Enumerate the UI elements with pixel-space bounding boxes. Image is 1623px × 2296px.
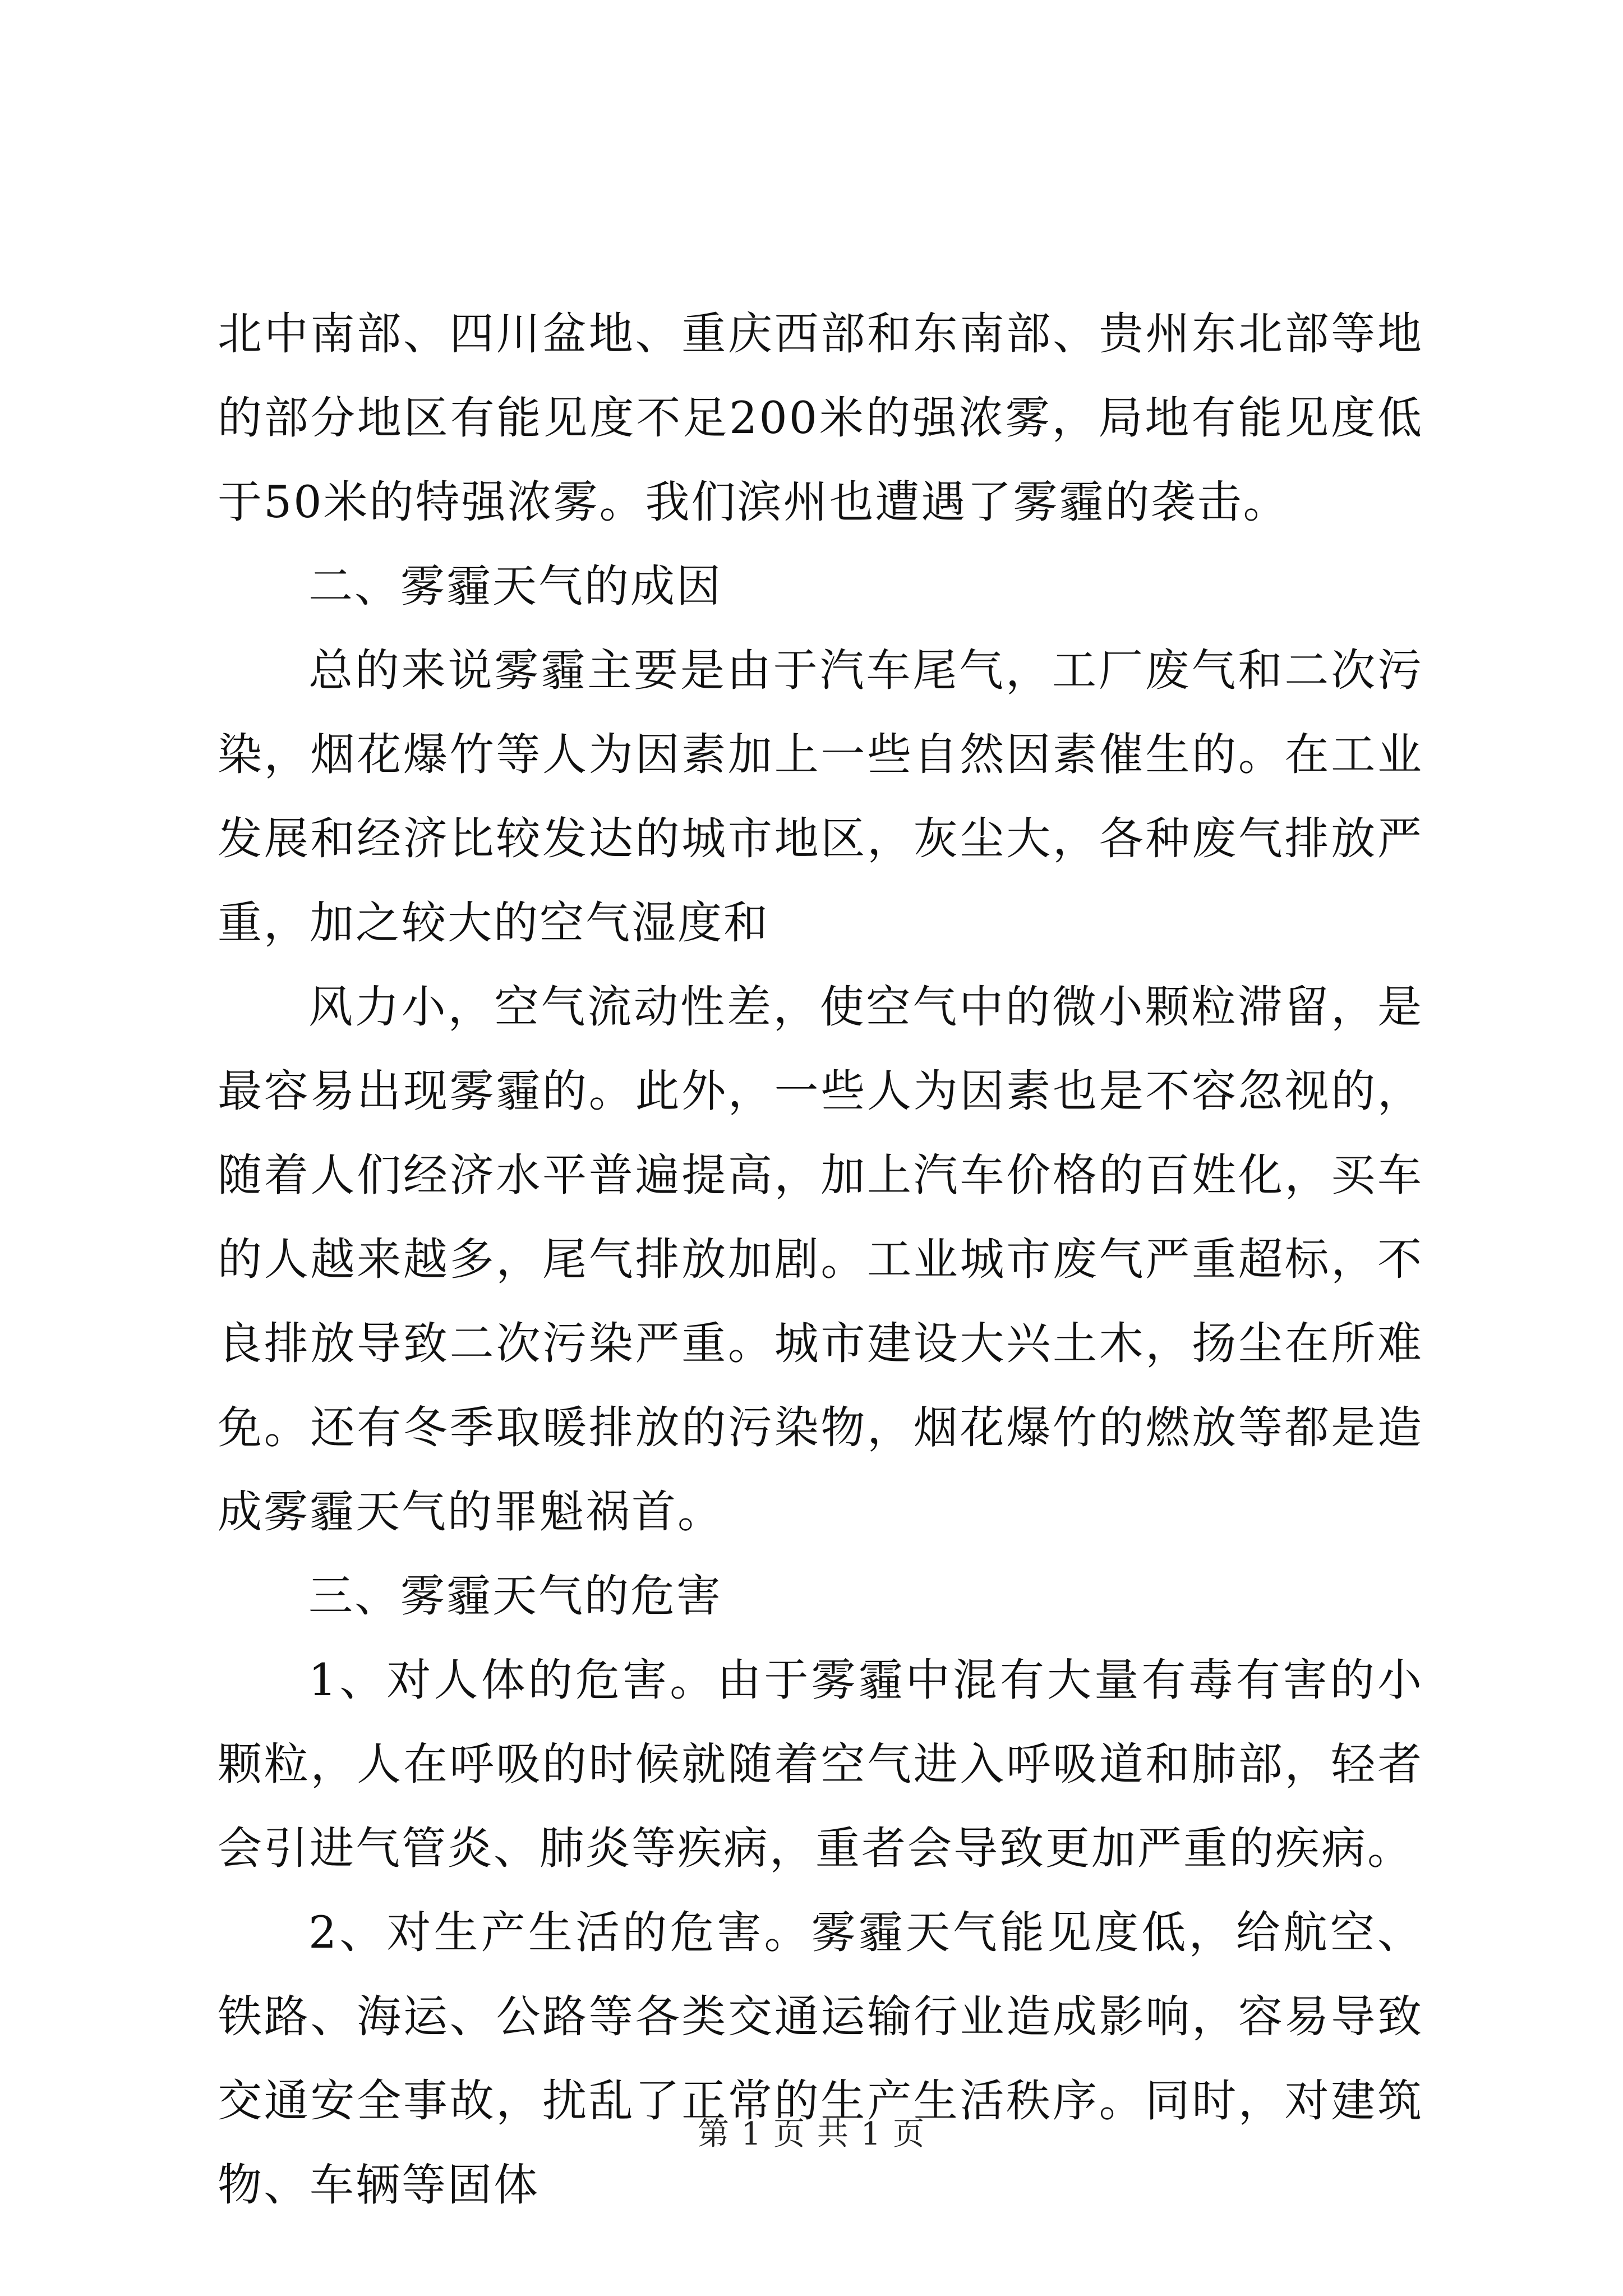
paragraph-continuation: 北中南部、四川盆地、重庆西部和东南部、贵州东北部等地的部分地区有能见度不足200米的强浓雾，局地有能见度低于50米的特强浓雾。我们滨州也遭遇了雾霾的袭击。 [218, 308, 1423, 528]
document-body [218, 292, 1423, 2227]
section-heading-causes: 二、雾霾天气的成因 [308, 560, 722, 612]
paragraph-harm-health: 1、对人体的危害。由于雾霾中混有大量有毒有害的小颗粒，人在呼吸的时候就随着空气进入呼吸道和肺部，轻者会引进气管炎、肺炎等疾病，重者会导致更加严重的疾病。 [218, 1654, 1423, 1874]
paragraph-causes-detail: 风力小，空气流动性差，使空气中的微小颗粒滞留，是最容易出现雾霾的。此外，一些人为因素也是不容忽视的，随着人们经济水平普遍提高，加上汽车价格的百姓化，买车的人越来越多，尾气排放加剧。工业城市废气严重超标，不良排放导致二次污染严重。城市建设大兴土木，扬尘在所难免。还有冬季取暖排放的污染物，烟花爆竹的燃放等都是造成雾霾天气的罪魁祸首。 [218, 981, 1423, 1538]
page-number-footer: 第 1 页 共 1 页 [697, 2116, 926, 2152]
section-heading-harms: 三、雾霾天气的危害 [308, 1570, 722, 1622]
paragraph-harm-production: 2、对生产生活的危害。雾霾天气能见度低，给航空、铁路、海运、公路等各类交通运输行业造成影响，容易导致交通安全事故，扰乱了正常的生产生活秩序。同时，对建筑物、车辆等固体 [218, 1907, 1423, 2211]
paragraph-causes-overview: 总的来说雾霾主要是由于汽车尾气，工厂废气和二次污染，烟花爆竹等人为因素加上一些自然因素催生的。在工业发展和经济比较发达的城市地区，灰尘大，各种废气排放严重，加之较大的空气湿度和 [218, 645, 1423, 949]
